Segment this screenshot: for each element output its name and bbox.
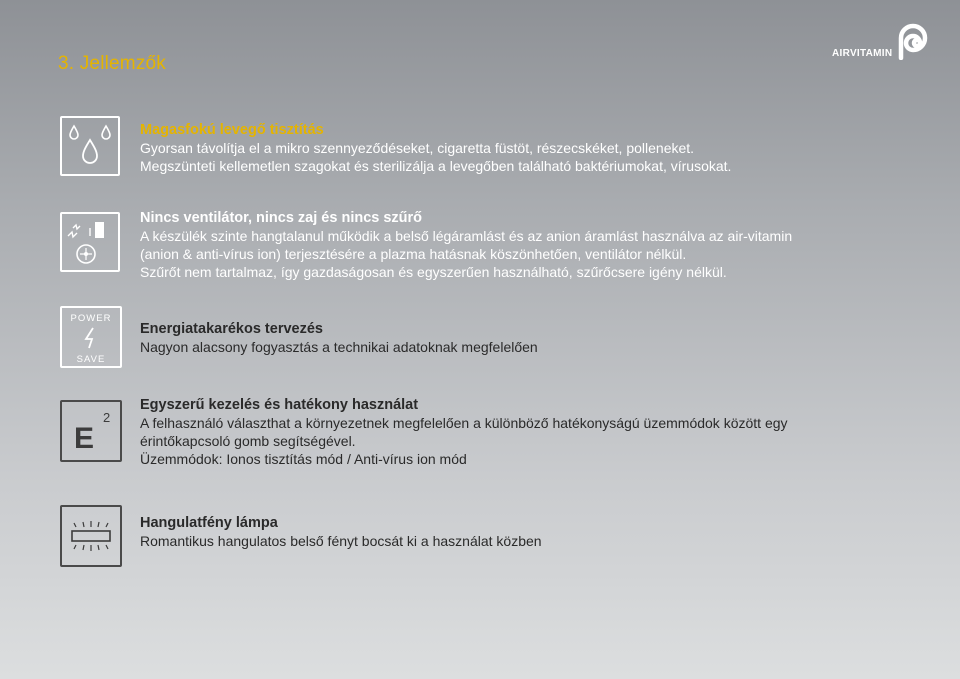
power-label: POWER [70,313,112,324]
feature-easy-operation [140,396,900,468]
feature-text-line: Nagyon alacsony fogyasztás a technikai adatoknak megfelelően [140,339,538,355]
brand-name: AIRVITAMIN [832,48,893,59]
feature-text-line: Üzemmódok: Ionos tisztítás mód / Anti-vírus ion mód [140,451,467,467]
water-drops-icon [60,116,120,176]
feature-mood-light [140,514,900,550]
e-letter: E [74,422,95,455]
page-title: 3. Jellemzők [58,53,166,74]
spiral-logo-icon [896,22,930,60]
feature-text-line: Megszünteti kellemetlen szagokat és sterilizálja a levegőben található baktériumokat, vírusokat. [140,158,732,174]
mood-lamp-icon [60,505,122,567]
feature-heading: Egyszerű kezelés és hatékony használat [140,397,419,413]
e-superscript: 2 [103,410,111,425]
feature-air-purification [140,121,900,175]
silent-no-fan-icon [60,212,120,272]
save-label: SAVE [76,354,106,365]
feature-heading: Nincs ventilátor, nincs zaj és nincs szűrő [140,210,423,226]
feature-heading: Energiatakarékos tervezés [140,321,323,337]
feature-no-fan [140,209,900,281]
feature-heading: Magasfokú levegő tisztítás [140,122,324,138]
e-squared-icon [60,400,122,462]
feature-text-line: érintőkapcsoló gomb segítségével. [140,433,356,449]
feature-text-line: Gyorsan távolítja el a mikro szennyeződéseket, cigaretta füstöt, részecskéket, polleneket. [140,140,695,156]
feature-text-line: A készülék szinte hangtalanul működik a belső légáramlást és az anion áramlást használva az air-vitamin [140,228,793,244]
feature-text-line: A felhasználó választhat a környezetnek megfelelően a különböző hatékonyságú üzemmódok között egy [140,415,788,431]
feature-text-line: Romantikus hangulatos belső fényt bocsát ki a használat közben [140,533,542,549]
power-save-icon [60,306,122,368]
feature-text-line: (anion & anti-vírus ion) terjesztésére a plazma hatásnak köszönhetően, ventilátor nélkül. [140,246,687,262]
brand-logo [832,22,938,64]
feature-heading: Hangulatfény lámpa [140,515,278,531]
feature-text-line: Szűrőt nem tartalmaz, így gazdaságosan és egyszerűen használható, szűrőcsere igény nélkül. [140,264,727,280]
feature-energy-saving [140,320,900,356]
